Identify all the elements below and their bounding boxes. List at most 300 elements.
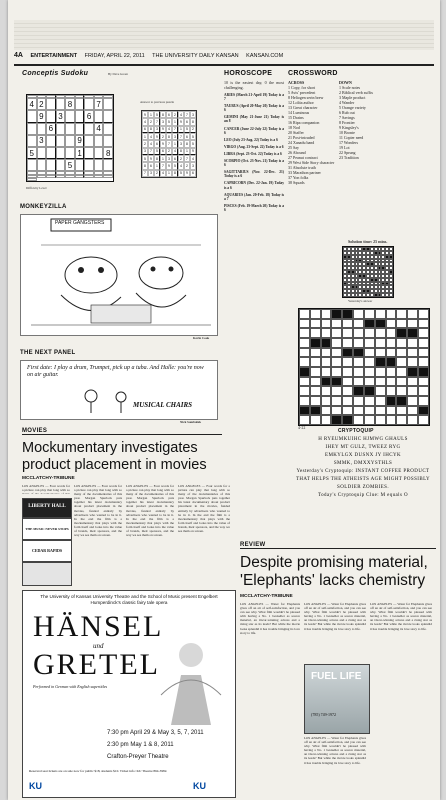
crossword-cell xyxy=(299,386,310,396)
answer-cell: 2 xyxy=(154,170,160,177)
paper-name: THE UNIVERSITY DAILY KANSAN xyxy=(152,53,239,59)
crossword-cell xyxy=(407,377,418,387)
crossword-cell xyxy=(353,319,364,329)
crossword-cell xyxy=(407,319,418,329)
horoscope-sign: VIRGO (Aug. 23-Sept. 22) Today is a 6 xyxy=(224,144,284,149)
section-name: ENTERTAINMENT xyxy=(30,53,78,59)
sudoku-cell xyxy=(37,123,47,135)
answer-cell: 4 xyxy=(148,140,154,147)
horoscope-sign: SCORPIO (Oct. 23-Nov. 21) Today is a 6 xyxy=(224,159,284,168)
crossword-cell xyxy=(342,328,353,338)
sudoku-cell xyxy=(84,147,94,159)
movies-body-col2: LOS ANGELES — Four words for a picture can play that long with so many of the documentaries of this year. Morgan Spurlock puts together his latest documentary about product placement in the movies, funded entirely by advertisers who wanted to be in it. In the end the film is a mockumentary that plays with the form itself and looks into the value of brands, their sponsors, and the way we see them on screen. xyxy=(74,484,122,538)
fuel-life-title: FUEL LIFE xyxy=(311,671,362,682)
crossword-cell xyxy=(386,328,397,338)
crossword-cell xyxy=(407,406,418,416)
crossword-cell xyxy=(386,309,397,319)
review-body-col1: LOS ANGELES — Water for Elephants gives off an air of self-satisfaction, and you can see why. What film wouldn't be pleased with having a No. 1 bestseller as source material, an Oscar-winning actress and a rising star as its leads? But while the movie looks splendid it has trouble bringing its love story to life. xyxy=(240,602,300,635)
opera-title-gretel: GRETEL xyxy=(33,648,160,681)
horoscope-sign: CAPRICORN (Dec. 22-Jan. 19) Today is a 6 xyxy=(224,181,284,190)
answer-cell: 1 xyxy=(172,118,178,125)
sudoku-cell xyxy=(103,110,113,122)
ku-logo: KU xyxy=(29,781,42,791)
crossword-cell xyxy=(342,338,353,348)
sudoku-cell xyxy=(27,159,37,171)
across-clue: 33 Marathon partner xyxy=(288,170,321,175)
crossword-cell xyxy=(310,396,321,406)
answer-cell: 3 xyxy=(178,140,184,147)
answer-cell: 1 xyxy=(184,148,190,155)
answer-cell: 3 xyxy=(154,126,160,133)
sudoku-cell xyxy=(103,159,113,171)
answer-cell: 6 xyxy=(166,111,172,118)
crossword-cell xyxy=(342,386,353,396)
horoscope-sign: CANCER (June 22-July 22) Today is a 6 xyxy=(224,126,284,135)
sudoku-cell xyxy=(103,135,113,147)
crossword-cell xyxy=(331,377,342,387)
crossword-cell xyxy=(364,328,375,338)
crossword-cell xyxy=(321,348,332,358)
crossword-cell xyxy=(310,386,321,396)
across-clue: 25 Say xyxy=(288,145,299,150)
crossword-cell xyxy=(364,319,375,329)
sudoku-cell: 5 xyxy=(65,159,75,171)
opera-subtitle: Performed in German with English supertitles xyxy=(33,684,108,689)
crossword-cell xyxy=(364,309,375,319)
answer-cell: 2 xyxy=(184,162,190,169)
answer-cell: 7 xyxy=(166,140,172,147)
sudoku-cell xyxy=(94,135,104,147)
across-clue: 21 Post-intruded xyxy=(288,135,315,140)
newspaper-page xyxy=(8,0,440,800)
crossword-cell xyxy=(418,328,429,338)
answer-cell: 7 xyxy=(178,133,184,140)
answer-cell: 5 xyxy=(190,140,196,147)
crossword-cell xyxy=(353,406,364,416)
sudoku-cell xyxy=(94,147,104,159)
answer-cell: 9 xyxy=(160,126,166,133)
horoscope-sign: ARIES (March 21-April 19) Today is a 7 xyxy=(224,93,284,102)
fuel-life-phone: (785) 749-1972 xyxy=(311,712,336,717)
crossword-cell xyxy=(353,367,364,377)
answer-cell: 9 xyxy=(142,111,148,118)
crossword-cell xyxy=(407,328,418,338)
cedar-rapids-title: CEDAR RAPIDS xyxy=(31,548,63,553)
crossword-cell xyxy=(386,338,397,348)
movies-body-lead: LOS ANGELES — Four words for a picture can play that long with so xyxy=(22,484,70,493)
answer-cell: 8 xyxy=(184,140,190,147)
answer-cell: 6 xyxy=(190,170,196,177)
answer-cell: 6 xyxy=(148,162,154,169)
crossword-cell xyxy=(375,338,386,348)
answer-cell: 6 xyxy=(154,140,160,147)
movies-byline: MCCLATCHY-TRIBUNE xyxy=(22,476,75,481)
crossword-cell xyxy=(353,357,364,367)
sudoku-cell xyxy=(56,135,66,147)
opera-dates-evening: 7:30 pm April 29 & May 3, 5, 7, 2011 xyxy=(107,730,204,736)
sudoku-cell xyxy=(75,110,85,122)
down-clue: 1 Scale notes xyxy=(339,85,361,90)
sudoku-cell xyxy=(37,159,47,171)
small-ad[interactable] xyxy=(22,562,72,586)
crossword-cell xyxy=(353,396,364,406)
sudoku-cell: 8 xyxy=(103,147,113,159)
yesterday-solution-grid xyxy=(342,246,394,298)
sudoku-cell xyxy=(84,135,94,147)
crossword-cell xyxy=(396,396,407,406)
monkeyzilla-title: MONKEYZILLA xyxy=(20,204,67,210)
cedar-rapids-ad[interactable] xyxy=(22,540,72,562)
sudoku-cell xyxy=(56,98,66,110)
crossword-cell xyxy=(407,415,418,425)
horoscope-sign: AQUARIUS (Jan. 20-Feb. 18) Today is a 7 xyxy=(224,192,284,201)
monkeyzilla-drawing xyxy=(21,215,217,335)
answer-cell: 5 xyxy=(142,155,148,162)
horoscope-signs xyxy=(224,93,284,212)
sudoku-cell: 9 xyxy=(37,110,47,122)
crossword-cell xyxy=(353,386,364,396)
crossword-cell xyxy=(342,396,353,406)
crossword-cell xyxy=(375,319,386,329)
answer-cell: 8 xyxy=(160,111,166,118)
crossword-cell xyxy=(310,406,321,416)
crossword-cell xyxy=(321,328,332,338)
answer-cell: 9 xyxy=(166,162,172,169)
answer-cell: 2 xyxy=(172,111,178,118)
crossword-cell xyxy=(364,396,375,406)
yesterday-label: Yesterday's answer xyxy=(348,299,373,303)
answer-cell: 7 xyxy=(148,148,154,155)
crossword-cell xyxy=(386,319,397,329)
answer-cell: 2 xyxy=(160,133,166,140)
crossword-cell xyxy=(299,357,310,367)
answer-cell: 4 xyxy=(178,111,184,118)
review-body-col3: LOS ANGELES — Water for Elephants gives off an air of self-satisfaction, and you can see why. What film wouldn't be pleased with having a No. 1 bestseller as source material, an Oscar-winning actress and a rising star as its leads? But while the movie looks splendid it has trouble bringing its love story to life. xyxy=(370,602,432,631)
answer-cell: 4 xyxy=(178,162,184,169)
crossword-cell xyxy=(396,357,407,367)
answer-cell: 9 xyxy=(154,133,160,140)
sudoku-cell: 3 xyxy=(37,135,47,147)
opera-title-hansel: HÄNSEL xyxy=(33,610,164,643)
crossword-cell xyxy=(310,348,321,358)
crossword-cell xyxy=(386,406,397,416)
crossword-cell xyxy=(310,377,321,387)
crossword-across xyxy=(288,80,336,240)
crossword-cell xyxy=(299,377,310,387)
crossword-cell xyxy=(396,328,407,338)
sudoku-cell: 9 xyxy=(75,135,85,147)
sudoku-answer-grid xyxy=(141,110,197,178)
crossword-cell xyxy=(310,309,321,319)
answer-cell: 6 xyxy=(142,126,148,133)
horoscope-sign: GEMINI (May 21-June 21) Today is an 8 xyxy=(224,115,284,124)
answer-cell: 7 xyxy=(184,155,190,162)
crossword-cell xyxy=(299,319,310,329)
answer-cell: 2 xyxy=(190,126,196,133)
next-panel-credit: Nick Sambaluk xyxy=(180,420,201,424)
crossword-cell xyxy=(321,367,332,377)
answer-cell: 6 xyxy=(172,155,178,162)
next-panel-drawing xyxy=(21,361,217,419)
crossword-cell xyxy=(418,319,429,329)
crossword-cell xyxy=(364,406,375,416)
cryptoquip-line: EMKYLGX DUSNX JY IHCYK xyxy=(325,453,401,458)
answer-cell: 9 xyxy=(184,170,190,177)
crossword-cell xyxy=(321,309,332,319)
ku-logo-right: KU xyxy=(193,781,206,791)
answer-cell: 8 xyxy=(148,126,154,133)
answer-cell: 1 xyxy=(160,155,166,162)
sudoku-cell xyxy=(103,175,113,178)
crossword-cell xyxy=(418,377,429,387)
down-clue: 3 Maple product xyxy=(339,95,366,100)
answer-cell: 2 xyxy=(148,118,154,125)
answer-cell: 4 xyxy=(148,133,154,140)
across-clue: 31 Absolute truth xyxy=(288,165,316,170)
answer-cell: 1 xyxy=(172,140,178,147)
answer-cell: 5 xyxy=(166,118,172,125)
opera-presenter: The University of Kansas University Theatre and the School of Music present Engelbert Humperdinck's classic fairy tale opera xyxy=(40,594,218,605)
crossword-cell xyxy=(342,309,353,319)
horoscope-title: HOROSCOPE xyxy=(224,70,273,77)
sudoku-cell xyxy=(75,98,85,110)
crossword-cell xyxy=(375,415,386,425)
opera-venue: Crafton-Preyer Theatre xyxy=(107,754,169,760)
crossword-cell xyxy=(331,348,342,358)
crossword-cell xyxy=(386,348,397,358)
across-clue: 1 Copy, for short xyxy=(288,85,316,90)
crossword-cell xyxy=(331,396,342,406)
crossword-cell xyxy=(321,386,332,396)
sudoku-cell xyxy=(103,123,113,135)
review-body-col2b: LOS ANGELES — Water for Elephants gives off an air of self-satisfaction, and you can see why. What film wouldn't be pleased with having a No. 1 bestseller as source material, an Oscar-winning actress and a rising star as its leads? But while the movie looks splendid it has trouble bringing its love story to life. xyxy=(304,736,366,765)
crossword-cell xyxy=(342,319,353,329)
liberty-hall-name: LIBERTY HALL xyxy=(28,504,66,509)
answer-cell: 3 xyxy=(148,170,154,177)
sudoku-cell: 2 xyxy=(37,98,47,110)
difficulty-label: Difficulty Level xyxy=(26,186,47,190)
next-panel-caption: MUSICAL CHAIRS xyxy=(133,401,193,409)
next-panel-comic xyxy=(20,360,218,420)
sudoku-title: Conceptis Sudoku xyxy=(22,70,89,77)
crossword-cell xyxy=(342,357,353,367)
sudoku-cell xyxy=(27,110,37,122)
sudoku-cell xyxy=(27,178,37,181)
answer-cell: 1 xyxy=(148,111,154,118)
sudoku-cell: 7 xyxy=(94,98,104,110)
crossword-title: CROSSWORD xyxy=(288,70,338,77)
crossword-cell xyxy=(418,406,429,416)
crossword-cell xyxy=(299,415,310,425)
sudoku-cell xyxy=(46,98,56,110)
answer-cell: 4 xyxy=(142,118,148,125)
cryptoquip-title: CRYPTOQUIP xyxy=(338,428,374,434)
crossword-cell xyxy=(310,338,321,348)
across-label: ACROSS xyxy=(288,80,305,85)
answer-cell: 3 xyxy=(166,155,172,162)
cryptoquip-line: H RYEUMKUIHC HJMWG GHAULS xyxy=(318,437,408,442)
crossword-cell xyxy=(299,367,310,377)
sudoku-cell xyxy=(27,123,37,135)
crossword-cell xyxy=(418,367,429,377)
crossword-cell xyxy=(386,396,397,406)
crossword-cell xyxy=(310,328,321,338)
answer-cell: 4 xyxy=(160,170,166,177)
crossword-cell xyxy=(310,415,321,425)
sudoku-cell: 4 xyxy=(94,123,104,135)
crossword-cell xyxy=(418,309,429,319)
cryptoquip-line: SMMK, DMXXYSTHLS xyxy=(333,461,393,466)
crossword-cell xyxy=(353,415,364,425)
sudoku-cell xyxy=(46,110,56,122)
sudoku-cell xyxy=(56,123,66,135)
crossword-cell xyxy=(418,386,429,396)
across-clue: 27 Peanut contract xyxy=(288,155,318,160)
answer-cell: 7 xyxy=(184,111,190,118)
sudoku-cell: 8 xyxy=(65,98,75,110)
sudoku-cell xyxy=(65,135,75,147)
sudoku-cell xyxy=(84,175,94,178)
sudoku-author: By Dave Green xyxy=(108,72,128,76)
cryptoquip-line: IHEY MT GULZ, TWEEZ RYG xyxy=(325,445,401,450)
crossword-cell xyxy=(342,348,353,358)
sudoku-cell xyxy=(65,147,75,159)
fuel-life-ad[interactable] xyxy=(304,664,370,734)
crossword-cell xyxy=(299,406,310,416)
horoscope-intro: 10 is the easiest day, 0 the most challenging. xyxy=(224,80,284,90)
answer-cell: 3 xyxy=(172,133,178,140)
down-clue: 10 Bronte xyxy=(339,130,355,135)
sudoku-cell xyxy=(75,123,85,135)
sudoku-cell xyxy=(84,159,94,171)
across-clue: 18 Nod xyxy=(288,125,300,130)
crossword-cell xyxy=(299,396,310,406)
movies-body-col3: LOS ANGELES — Four words for a picture can play that long with so many of the documentaries of this year. Morgan Spurlock puts together his latest documentary about product placement in the movies, funded entirely by advertisers who wanted to be in it. In the end the film is a mockumentary that plays with the form itself and looks into the value of brands, their sponsors, and the way we see them on screen. xyxy=(126,484,174,538)
down-clue: 4 Wander xyxy=(339,100,355,105)
crossword-cell xyxy=(407,348,418,358)
music-ad[interactable] xyxy=(22,518,72,540)
down-clue: 23 Tradition xyxy=(339,155,359,160)
across-clue: 8 Heliogen serin brew xyxy=(288,95,324,100)
crossword-cell xyxy=(331,367,342,377)
across-clue: 38 Squads xyxy=(288,180,305,185)
review-byline: MCCLATCHY-TRIBUNE xyxy=(240,594,293,599)
crossword-cell xyxy=(418,396,429,406)
crossword-cell xyxy=(375,377,386,387)
answer-cell: 7 xyxy=(172,126,178,133)
crossword-cell xyxy=(364,348,375,358)
crossword-cell xyxy=(375,357,386,367)
answer-cell: 1 xyxy=(166,170,172,177)
down-clue: 19 Lot xyxy=(339,145,350,150)
sudoku-grid xyxy=(26,94,114,182)
answer-cell: 9 xyxy=(178,118,184,125)
answer-cell: 8 xyxy=(142,162,148,169)
answer-cell: 7 xyxy=(160,162,166,169)
answer-cell: 4 xyxy=(166,126,172,133)
opera-ad[interactable] xyxy=(22,590,236,798)
crossword-number: 4-22 xyxy=(298,425,306,430)
crossword-cell xyxy=(364,338,375,348)
crossword-cell xyxy=(331,415,342,425)
next-panel-speech: First date: I play a drum, Trumpet, pick up a tuba. And Halle: you're now on air guitar. xyxy=(27,365,204,378)
crossword-cell xyxy=(396,309,407,319)
answer-cell: 3 xyxy=(142,148,148,155)
answer-cell: 5 xyxy=(178,170,184,177)
crossword-cell xyxy=(331,338,342,348)
sudoku-cell xyxy=(46,135,56,147)
sudoku-cell: 3 xyxy=(56,110,66,122)
across-clue: 16 Ripa companion xyxy=(288,120,320,125)
crossword-cell xyxy=(353,328,364,338)
sudoku-cell: 5 xyxy=(27,147,37,159)
sudoku-cell xyxy=(75,175,85,178)
sudoku-cell xyxy=(75,159,85,171)
crossword-cell xyxy=(299,309,310,319)
answer-cell: 2 xyxy=(142,140,148,147)
answer-cell: 1 xyxy=(154,162,160,169)
sudoku-cell xyxy=(94,159,104,171)
answer-cell: 8 xyxy=(172,170,178,177)
crossword-cell xyxy=(331,328,342,338)
crossword-cell xyxy=(375,328,386,338)
movies-section: MOVIES xyxy=(22,428,222,435)
crossword-cell xyxy=(386,367,397,377)
crossword-cell xyxy=(375,348,386,358)
answer-cell: 7 xyxy=(142,170,148,177)
crossword-cell xyxy=(407,386,418,396)
crossword-cell xyxy=(331,406,342,416)
crossword-cell xyxy=(364,415,375,425)
down-clue: 2 Biblical verb suffix xyxy=(339,90,374,95)
monkeyzilla-comic xyxy=(20,214,218,336)
crossword-cell xyxy=(396,367,407,377)
crossword-cell xyxy=(331,386,342,396)
crossword-cell xyxy=(342,377,353,387)
answer-cell: 8 xyxy=(166,133,172,140)
sudoku-cell xyxy=(84,98,94,110)
sudoku-cell xyxy=(27,135,37,147)
sudoku-cell xyxy=(46,175,56,178)
crossword-cell xyxy=(375,396,386,406)
review-headline: Despite promising material, 'Elephants' lacks chemistry xyxy=(240,554,428,589)
crossword-cell xyxy=(375,309,386,319)
down-clue: 9 Kingsley's xyxy=(339,125,359,130)
sudoku-cell xyxy=(56,159,66,171)
crossword-cell xyxy=(364,377,375,387)
liberty-hall-ad[interactable] xyxy=(22,498,72,518)
crossword-cell xyxy=(407,309,418,319)
crossword-cell xyxy=(396,406,407,416)
across-clue: 37 Yon folks xyxy=(288,175,309,180)
crossword-cell xyxy=(375,406,386,416)
down-clues xyxy=(339,85,387,160)
down-label: DOWN xyxy=(339,80,352,85)
sudoku-cell xyxy=(103,98,113,110)
crossword-cell xyxy=(331,319,342,329)
sudoku-cell: 1 xyxy=(75,147,85,159)
opera-dates xyxy=(107,727,204,763)
crossword-cell xyxy=(331,357,342,367)
sudoku-cell xyxy=(65,110,75,122)
crossword-cell xyxy=(321,396,332,406)
across-clue: 5 Avis' precedent xyxy=(288,90,316,95)
answer-cell: 5 xyxy=(154,111,160,118)
answer-cell: 5 xyxy=(172,162,178,169)
monkeyzilla-sign: PAPER GANGSTERS xyxy=(55,220,105,226)
answer-cell: 5 xyxy=(154,148,160,155)
down-clue: 5 Orange variety xyxy=(339,105,366,110)
